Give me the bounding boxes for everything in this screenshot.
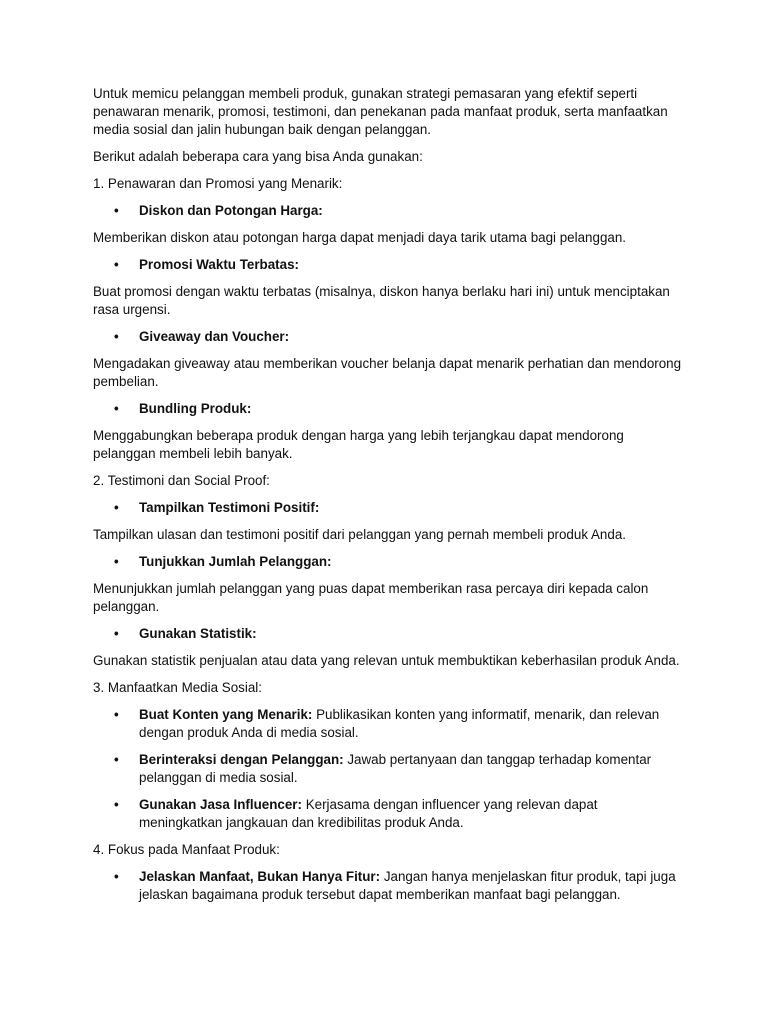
bullet-item [93, 553, 683, 571]
bullet-item [93, 625, 683, 643]
bullet-point-icon: • [114, 203, 119, 218]
bullet-item [93, 202, 683, 220]
paragraph: 3. Manfaatkan Media Sosial: [93, 680, 262, 695]
bullet-item [93, 256, 683, 274]
bullet-list [93, 625, 683, 643]
bullet-item [93, 499, 683, 517]
bullet-item [93, 706, 683, 742]
bullet-text: Kerjasama dengan influencer yang relevan dapat meningkatkan jangkauan dan kredibilitas produk Anda. [139, 797, 598, 830]
bullet-list [93, 706, 683, 832]
bullet-item [93, 751, 683, 787]
bullet-title: Berinteraksi dengan Pelanggan: [139, 752, 344, 767]
bullet-point-icon: • [114, 797, 119, 812]
bullet-point-icon: • [114, 554, 119, 569]
bullet-title: Gunakan Jasa Influencer: [139, 797, 302, 812]
bullet-list [93, 256, 683, 274]
bullet-title: Diskon dan Potongan Harga: [139, 203, 323, 218]
bullet-text: Publikasikan konten yang informatif, menarik, dan relevan dengan produk Anda di media sosial. [139, 707, 660, 740]
bullet-point-icon: • [114, 752, 119, 767]
bullet-point-icon: • [114, 626, 119, 641]
bullet-list [93, 499, 683, 517]
paragraph: Gunakan statistik penjualan atau data yang relevan untuk membuktikan keberhasilan produk Anda. [93, 653, 680, 668]
bullet-title: Tunjukkan Jumlah Pelanggan: [139, 554, 332, 569]
bullet-point-icon: • [114, 500, 119, 515]
bullet-title: Bundling Produk: [139, 401, 252, 416]
bullet-point-icon: • [114, 401, 119, 416]
bullet-list [93, 868, 683, 904]
paragraph: Berikut adalah beberapa cara yang bisa Anda gunakan: [93, 149, 423, 164]
paragraph: Memberikan diskon atau potongan harga dapat menjadi daya tarik utama bagi pelanggan. [93, 230, 627, 245]
bullet-text: Jangan hanya menjelaskan fitur produk, tapi juga jelaskan bagaimana produk tersebut dapat memberikan manfaat bagi pelanggan. [139, 869, 676, 902]
bullet-point-icon: • [114, 329, 119, 344]
bullet-item [93, 868, 683, 904]
bullet-item [93, 328, 683, 346]
bullet-text: Jawab pertanyaan dan tanggap terhadap komentar pelanggan di media sosial. [139, 752, 652, 785]
bullet-point-icon: • [114, 869, 119, 884]
paragraph: Tampilkan ulasan dan testimoni positif dari pelanggan yang pernah membeli produk Anda. [93, 527, 626, 542]
bullet-list [93, 553, 683, 571]
bullet-title: Promosi Waktu Terbatas: [139, 257, 299, 272]
bullet-title: Giveaway dan Voucher: [139, 329, 290, 344]
bullet-item [93, 796, 683, 832]
paragraph: Buat promosi dengan waktu terbatas (misalnya, diskon hanya berlaku hari ini) untuk menciptakan rasa urgensi. [93, 284, 670, 317]
bullet-item [93, 400, 683, 418]
bullet-list [93, 202, 683, 220]
bullet-point-icon: • [114, 257, 119, 272]
bullet-title: Tampilkan Testimoni Positif: [139, 500, 320, 515]
paragraph: 2. Testimoni dan Social Proof: [93, 473, 270, 488]
bullet-list [93, 400, 683, 418]
bullet-list [93, 328, 683, 346]
paragraph: Menunjukkan jumlah pelanggan yang puas dapat memberikan rasa percaya diri kepada calon pelanggan. [93, 581, 649, 614]
bullet-point-icon: • [114, 707, 119, 722]
document-page [93, 85, 683, 913]
bullet-title: Jelaskan Manfaat, Bukan Hanya Fitur: [139, 869, 381, 884]
bullet-title: Buat Konten yang Menarik: [139, 707, 313, 722]
paragraph: 1. Penawaran dan Promosi yang Menarik: [93, 176, 343, 191]
paragraph: Menggabungkan beberapa produk dengan harga yang lebih terjangkau dapat mendorong pelanggan membeli lebih banyak. [93, 428, 624, 461]
bullet-title: Gunakan Statistik: [139, 626, 257, 641]
paragraph: Mengadakan giveaway atau memberikan voucher belanja dapat menarik perhatian dan mendorong pembelian. [93, 356, 682, 389]
paragraph: 4. Fokus pada Manfaat Produk: [93, 842, 280, 857]
paragraph: Untuk memicu pelanggan membeli produk, gunakan strategi pemasaran yang efektif seperti penawaran menarik, promosi, testimoni, dan penekanan pada manfaat produk, serta manfaatkan media sosial dan jalin hubungan baik dengan pelanggan. [93, 86, 668, 137]
